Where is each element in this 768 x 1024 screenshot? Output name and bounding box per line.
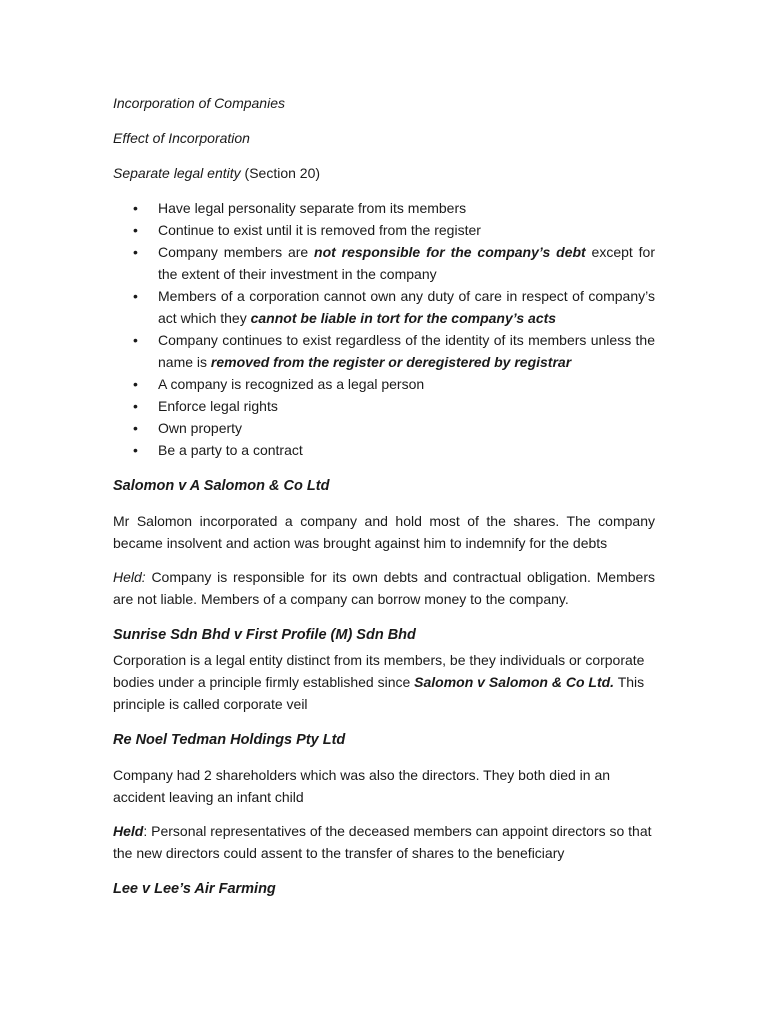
bullet-emphasis: cannot be liable in tort for the company’s acts: [250, 310, 557, 326]
bullet-icon: •: [133, 442, 138, 458]
bullet-icon: •: [133, 244, 138, 260]
held-label: Held:: [113, 569, 146, 585]
held-label: Held: [113, 823, 144, 839]
case-title-lee: Lee v Lee’s Air Farming: [113, 881, 276, 897]
case-facts-salomon: Mr Salomon incorporated a company and hold most of the shares. The company became insolvent and action was brought against him to indemnify for the debts: [113, 513, 655, 551]
case-facts-tedman: Company had 2 shareholders which was also the directors. They both died in an accident leaving an infant child: [113, 767, 611, 805]
case-title-sunrise: Sunrise Sdn Bhd v First Profile (M) Sdn Bhd: [113, 627, 416, 643]
bullet-emphasis: removed from the register or deregistered by registrar: [210, 354, 572, 370]
bullet-icon: •: [133, 200, 138, 216]
list-item: [113, 395, 655, 417]
list-item: [113, 285, 655, 329]
bullet-icon: •: [133, 332, 138, 348]
bullet-icon: •: [133, 376, 138, 392]
bullet-icon: •: [133, 222, 138, 238]
bullet-text: Continue to exist until it is removed from the register: [158, 222, 481, 238]
list-item: [113, 439, 655, 461]
bullet-text: Members of a corporation cannot own any duty of care in respect of company’s act which they: [158, 288, 655, 326]
bullet-text: Company continues to exist regardless of the identity of its members unless the name is: [158, 332, 655, 370]
heading-incorporation: Incorporation of Companies: [113, 95, 285, 111]
bullet-text: Enforce legal rights: [158, 398, 278, 414]
list-item: [113, 219, 655, 241]
heading-separate-entity-section: (Section 20): [240, 165, 321, 181]
heading-effect: Effect of Incorporation: [113, 130, 250, 146]
bullet-text: Have legal personality separate from its members: [158, 200, 467, 216]
bullet-text: Company members are: [158, 244, 315, 260]
list-item: [113, 329, 655, 373]
held-text: Company is responsible for its own debts and contractual obligation. Members are not liable. Members of a company can borrow money to the company.: [113, 569, 655, 607]
bullet-emphasis: not responsible for the company’s debt: [314, 244, 586, 260]
case-text: Corporation is a legal entity distinct from its members, be they individuals or corporate bodies under a principle firmly established since: [113, 652, 645, 690]
bullet-text: A company is recognized as a legal person: [158, 376, 425, 392]
bullet-icon: •: [133, 398, 138, 414]
case-held-salomon: [113, 566, 655, 610]
case-text: This principle is called corporate veil: [113, 674, 645, 712]
case-title-salomon: Salomon v A Salomon & Co Ltd: [113, 478, 330, 494]
heading-separate-entity: [113, 162, 655, 184]
list-item: [113, 241, 655, 285]
list-item: [113, 373, 655, 395]
case-title-tedman: Re Noel Tedman Holdings Pty Ltd: [113, 732, 346, 748]
bullet-icon: •: [133, 288, 138, 304]
bullet-text: Be a party to a contract: [158, 442, 303, 458]
case-text-sunrise: [113, 649, 655, 715]
list-item: [113, 197, 655, 219]
bullet-text: Own property: [158, 420, 243, 436]
list-item: [113, 417, 655, 439]
case-citation: Salomon v Salomon & Co Ltd.: [414, 674, 615, 690]
heading-separate-entity-italic: Separate legal entity: [113, 165, 241, 181]
case-held-tedman: [113, 820, 655, 864]
bullet-icon: •: [133, 420, 138, 436]
document-content: [113, 92, 655, 900]
effects-list: [113, 197, 655, 461]
bullet-text: except for the extent of their investment in the company: [158, 244, 655, 282]
held-text: : Personal representatives of the deceased members can appoint directors so that the new directors could assent to the transfer of shares to the beneficiary: [113, 823, 652, 861]
